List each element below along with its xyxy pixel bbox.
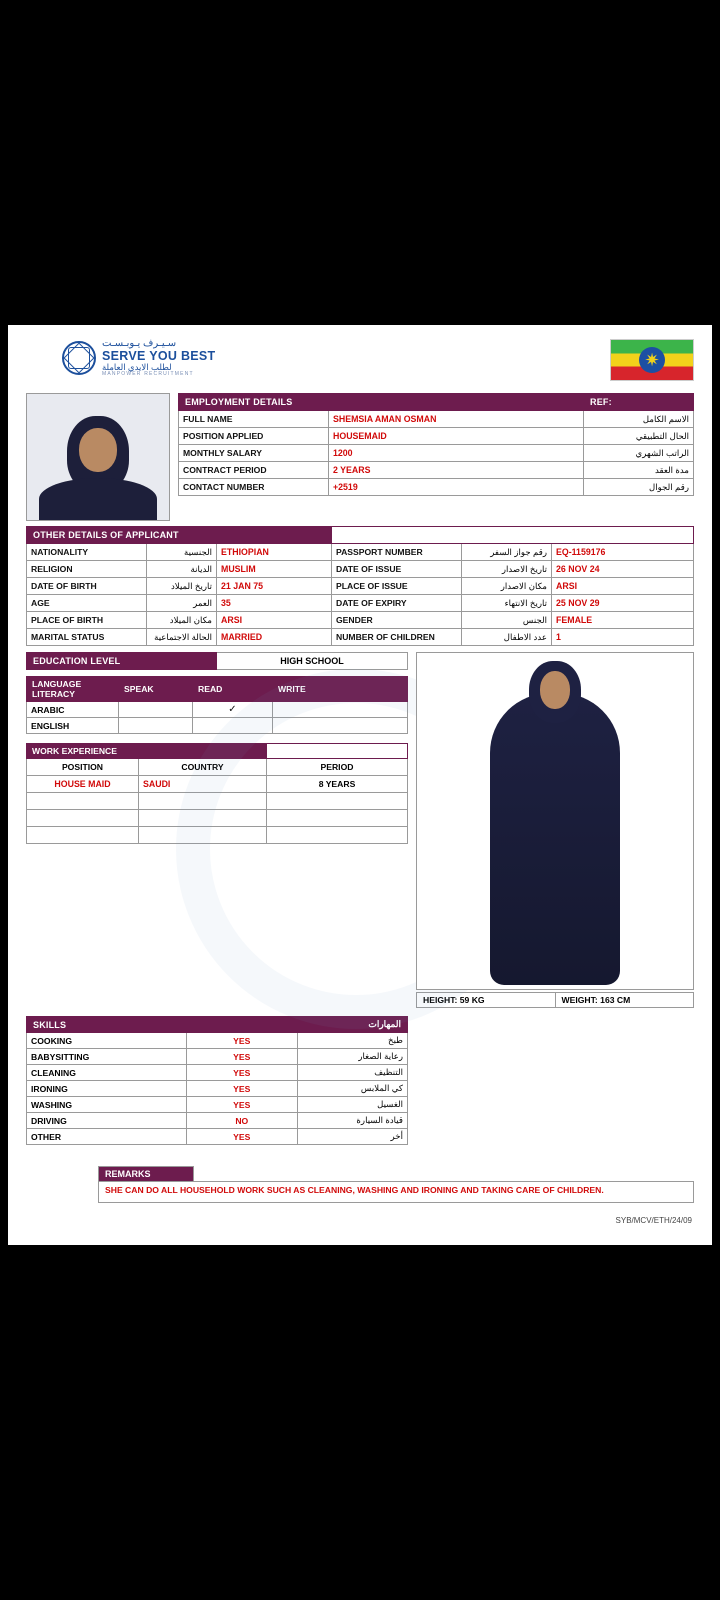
language-english-speak (119, 718, 193, 734)
other-details-section-title: OTHER DETAILS OF APPLICANT (27, 527, 332, 544)
skills-section-title: SKILLS (27, 1017, 298, 1033)
passport-number-value: EQ-1159176 (552, 544, 694, 561)
company-name: SERVE YOU BEST (102, 348, 216, 363)
table-row (27, 776, 408, 793)
table-row (27, 810, 408, 827)
remarks-section-title: REMARKS (98, 1166, 194, 1181)
table-row (27, 1097, 408, 1113)
date-of-birth-value: 21 JAN 75 (217, 578, 332, 595)
table-row (27, 793, 408, 810)
table-row (179, 411, 694, 428)
table-header-row (27, 759, 408, 776)
religion-arabic: الديانة (147, 561, 217, 578)
work-row-1-position (27, 793, 139, 810)
skill-cleaning-arabic: التنظيف (297, 1065, 408, 1081)
language-arabic-speak (119, 702, 193, 718)
work-row-0-period: 8 YEARS (267, 776, 408, 793)
work-col-position: POSITION (27, 759, 139, 776)
marital-status-value: MARRIED (217, 629, 332, 646)
education-table (26, 652, 408, 670)
work-section-title: WORK EXPERIENCE (27, 744, 267, 759)
cv-document (8, 325, 712, 1245)
skill-cleaning-value: YES (187, 1065, 297, 1081)
language-arabic-read: ✓ (193, 702, 273, 718)
work-col-period: PERIOD (267, 759, 408, 776)
passport-number-arabic: رقم جواز السفر (462, 544, 552, 561)
skill-ironing-arabic: كي الملابس (297, 1081, 408, 1097)
full-name-arabic: الاسم الكامل (584, 411, 694, 428)
top-section (26, 393, 694, 521)
language-english-write (273, 718, 408, 734)
date-of-birth-label: DATE OF BIRTH (27, 578, 147, 595)
table-row (179, 462, 694, 479)
language-arabic-write (273, 702, 408, 718)
flag-star-icon: ✷ (639, 347, 665, 373)
work-row-1-country (139, 793, 267, 810)
footer-reference-code: SYB/MCV/ETH/24/09 (615, 1216, 692, 1225)
work-col-country: COUNTRY (139, 759, 267, 776)
marital-status-arabic: الحالة الاجتماعية (147, 629, 217, 646)
employment-details-table (178, 393, 694, 496)
skill-driving-arabic: قيادة السيارة (297, 1113, 408, 1129)
skill-cooking-arabic: طبخ (297, 1033, 408, 1049)
applicant-portrait-photo (26, 393, 170, 521)
skill-babysitting-label: BABYSITTING (27, 1049, 187, 1065)
skill-cooking-label: COOKING (27, 1033, 187, 1049)
monthly-salary-arabic: الراتب الشهري (584, 445, 694, 462)
skill-driving-label: DRIVING (27, 1113, 187, 1129)
monthly-salary-label: MONTHLY SALARY (179, 445, 329, 462)
work-row-3-period (267, 827, 408, 844)
skill-washing-arabic: الغسيل (297, 1097, 408, 1113)
contact-number-label: CONTACT NUMBER (179, 479, 329, 496)
work-experience-table (26, 743, 408, 844)
language-english-read (193, 718, 273, 734)
contact-number-arabic: رقم الجوال (584, 479, 694, 496)
skill-ironing-label: IRONING (27, 1081, 187, 1097)
measurements-row (416, 992, 694, 1008)
position-applied-arabic: الحال التطبيقي (584, 428, 694, 445)
contract-period-value: 2 YEARS (329, 462, 584, 479)
children-count-value: 1 (552, 629, 694, 646)
remarks-text: SHE CAN DO ALL HOUSEHOLD WORK SUCH AS CLEANING, WASHING AND IRONING AND TAKING CARE OF CHILDREN. (98, 1181, 694, 1203)
contract-period-label: CONTRACT PERIOD (179, 462, 329, 479)
table-row (27, 595, 694, 612)
age-label: AGE (27, 595, 147, 612)
religion-label: RELIGION (27, 561, 147, 578)
table-row (27, 1113, 408, 1129)
skill-driving-value: NO (187, 1113, 297, 1129)
employment-section-title: EMPLOYMENT DETAILS (179, 394, 584, 411)
nationality-value: ETHIOPIAN (217, 544, 332, 561)
company-logo (62, 339, 216, 377)
date-of-expiry-arabic: تاريخ الانتهاء (462, 595, 552, 612)
position-applied-value: HOUSEMAID (329, 428, 584, 445)
language-english-label: ENGLISH (27, 718, 119, 734)
contract-period-arabic: مدة العقد (584, 462, 694, 479)
full-name-label: FULL NAME (179, 411, 329, 428)
language-literacy-table (26, 676, 408, 734)
skill-cleaning-label: CLEANING (27, 1065, 187, 1081)
skills-table (26, 1016, 408, 1145)
ref-label: REF: (584, 394, 694, 411)
children-count-arabic: عدد الاطفال (462, 629, 552, 646)
place-of-birth-arabic: مكان الميلاد (147, 612, 217, 629)
table-row (27, 1033, 408, 1049)
document-header (26, 339, 694, 391)
language-arabic-label: ARABIC (27, 702, 119, 718)
work-row-2-period (267, 810, 408, 827)
skill-other-label: OTHER (27, 1129, 187, 1145)
remarks-section (98, 1166, 694, 1203)
place-of-issue-label: PLACE OF ISSUE (332, 578, 462, 595)
skill-washing-value: YES (187, 1097, 297, 1113)
skill-ironing-value: YES (187, 1081, 297, 1097)
table-row (27, 1065, 408, 1081)
table-row (27, 827, 408, 844)
gender-arabic: الجنس (462, 612, 552, 629)
table-row (27, 718, 408, 734)
skill-washing-label: WASHING (27, 1097, 187, 1113)
language-col-read: READ (193, 677, 273, 702)
table-row (27, 612, 694, 629)
date-of-expiry-value: 25 NOV 29 (552, 595, 694, 612)
applicant-full-photo (416, 652, 694, 990)
middle-section (26, 652, 694, 1008)
work-row-2-country (139, 810, 267, 827)
place-of-birth-label: PLACE OF BIRTH (27, 612, 147, 629)
skill-cooking-value: YES (187, 1033, 297, 1049)
table-row (179, 479, 694, 496)
table-row (27, 1129, 408, 1145)
monthly-salary-value: 1200 (329, 445, 584, 462)
table-row (27, 702, 408, 718)
nationality-label: NATIONALITY (27, 544, 147, 561)
date-of-issue-value: 26 NOV 24 (552, 561, 694, 578)
language-section-title: LANGUAGE LITERACY (27, 677, 119, 702)
gender-value: FEMALE (552, 612, 694, 629)
education-section-title: EDUCATION LEVEL (27, 653, 217, 670)
skills-section-title-arabic: المهارات (297, 1017, 408, 1033)
place-of-issue-value: ARSI (552, 578, 694, 595)
language-col-speak: SPEAK (119, 677, 193, 702)
age-arabic: العمر (147, 595, 217, 612)
skill-babysitting-value: YES (187, 1049, 297, 1065)
ethiopia-flag-icon (610, 339, 694, 381)
date-of-expiry-label: DATE OF EXPIRY (332, 595, 462, 612)
work-row-2-position (27, 810, 139, 827)
position-applied-label: POSITION APPLIED (179, 428, 329, 445)
work-row-3-position (27, 827, 139, 844)
table-row (27, 544, 694, 561)
table-row (27, 561, 694, 578)
work-row-3-country (139, 827, 267, 844)
marital-status-label: MARITAL STATUS (27, 629, 147, 646)
date-of-issue-arabic: تاريخ الاصدار (462, 561, 552, 578)
skill-babysitting-arabic: رعاية الصغار (297, 1049, 408, 1065)
place-of-birth-value: ARSI (217, 612, 332, 629)
skill-other-arabic: أخر (297, 1129, 408, 1145)
table-row (27, 1081, 408, 1097)
table-row (27, 629, 694, 646)
full-name-value: SHEMSIA AMAN OSMAN (329, 411, 584, 428)
company-arabic-name: سـيـرف يـوبـسـت (102, 338, 177, 349)
company-subtitle: MANPOWER RECRUITMENT (102, 370, 194, 377)
date-of-issue-label: DATE OF ISSUE (332, 561, 462, 578)
education-value: HIGH SCHOOL (217, 653, 408, 670)
other-details-table (26, 526, 694, 646)
height-value: HEIGHT: 59 KG (423, 995, 485, 1005)
logo-mark-icon (62, 341, 96, 375)
work-row-1-period (267, 793, 408, 810)
company-arabic-sub: لطلب الايدي العاملة (102, 361, 172, 372)
place-of-issue-arabic: مكان الاصدار (462, 578, 552, 595)
table-row (27, 1049, 408, 1065)
religion-value: MUSLIM (217, 561, 332, 578)
table-row (179, 445, 694, 462)
work-row-0-country: SAUDI (139, 776, 267, 793)
nationality-arabic: الجنسية (147, 544, 217, 561)
work-row-0-position: HOUSE MAID (27, 776, 139, 793)
table-row (27, 578, 694, 595)
weight-value: WEIGHT: 163 CM (555, 993, 694, 1007)
gender-label: GENDER (332, 612, 462, 629)
table-row (179, 428, 694, 445)
language-col-write: WRITE (273, 677, 408, 702)
age-value: 35 (217, 595, 332, 612)
passport-number-label: PASSPORT NUMBER (332, 544, 462, 561)
children-count-label: NUMBER OF CHILDREN (332, 629, 462, 646)
contact-number-value: +2519 (329, 479, 584, 496)
skill-other-value: YES (187, 1129, 297, 1145)
date-of-birth-arabic: تاريخ الميلاد (147, 578, 217, 595)
